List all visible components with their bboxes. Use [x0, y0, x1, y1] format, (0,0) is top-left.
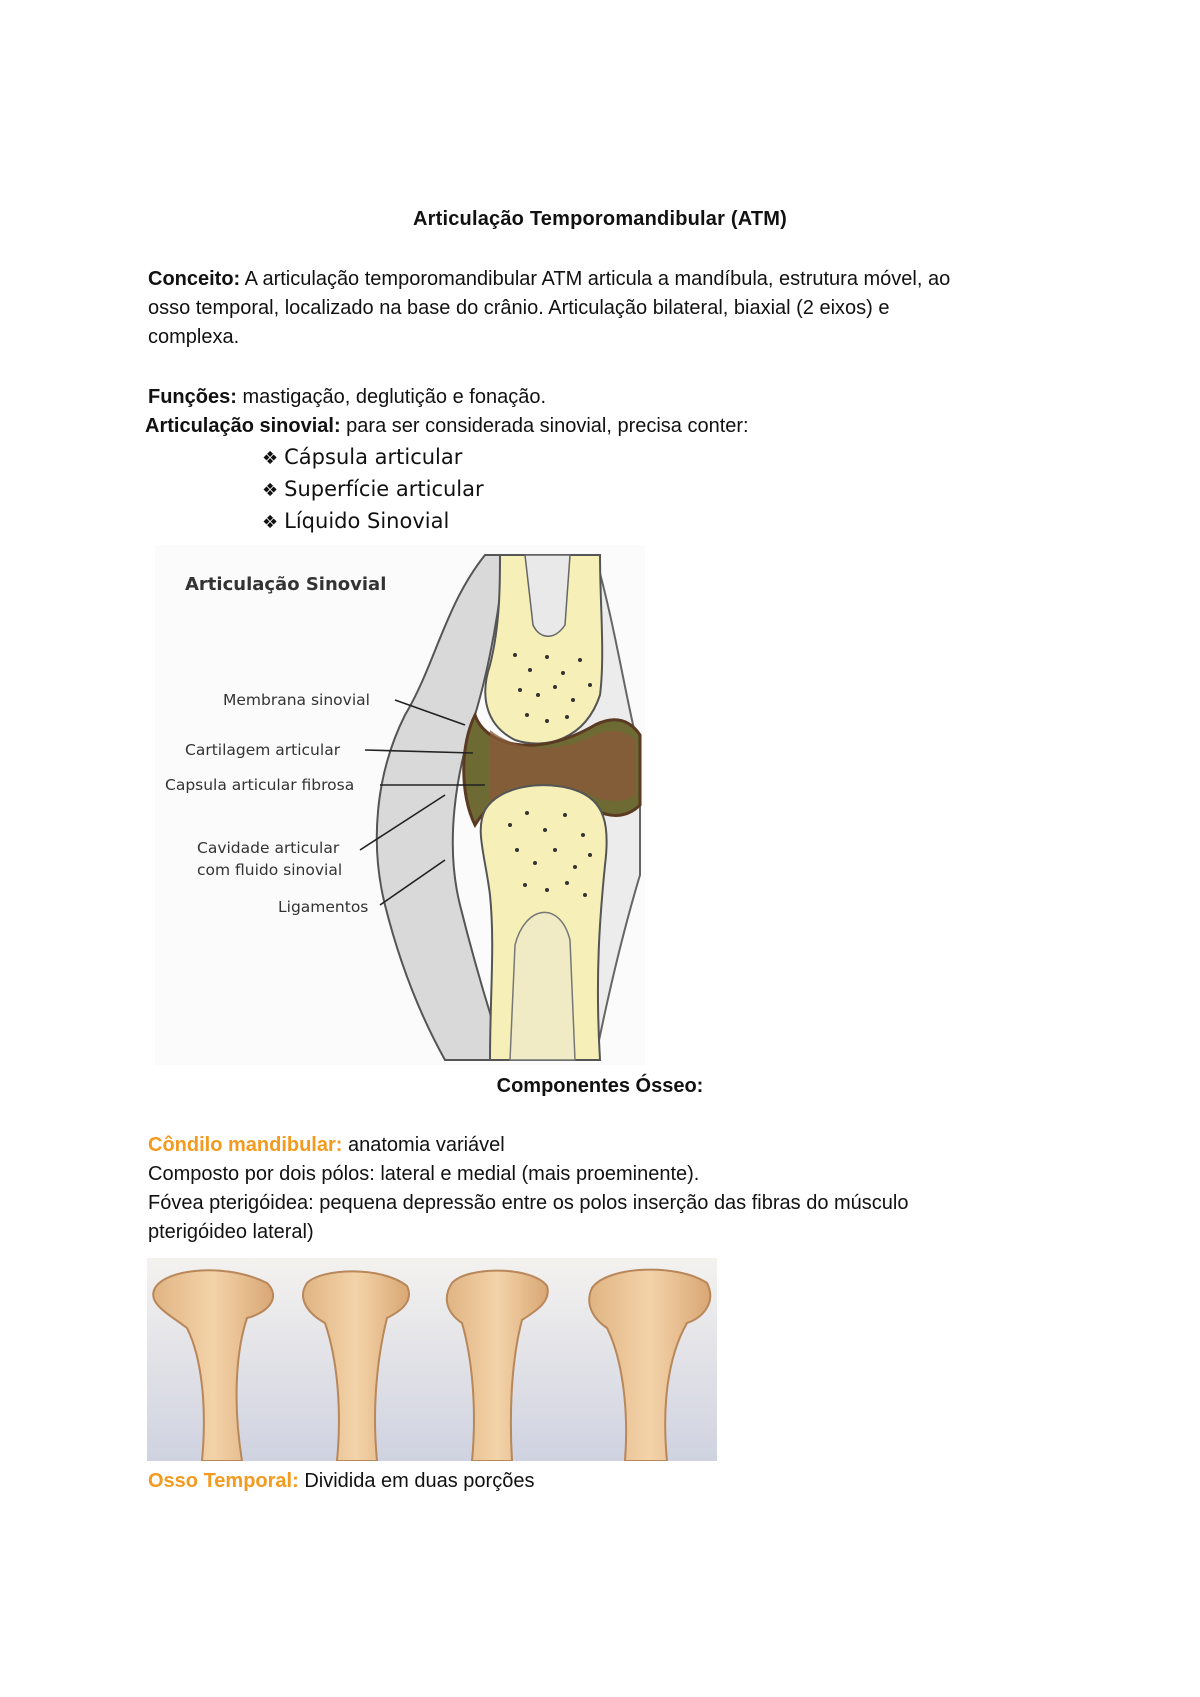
conceito-line-2: osso temporal, localizado na base do crânio. Articulação bilateral, biaxial (2 eixos) e — [148, 297, 890, 319]
label-capsula-articular: Capsula articular fibrosa — [165, 776, 355, 794]
conceito-line-3: complexa. — [148, 326, 240, 348]
figure-title: Articulação Sinovial — [185, 574, 387, 595]
funcoes-line — [148, 383, 1068, 412]
label-cartilagem-articular: Cartilagem articular — [185, 741, 341, 759]
condilo-paragraph — [148, 1131, 1068, 1247]
osso-temporal-line — [148, 1467, 1068, 1496]
conceito-label: Conceito: — [148, 268, 241, 290]
sinovial-bullet-list — [262, 442, 484, 538]
diamond-bullet-icon: ❖ — [262, 512, 279, 533]
condilo-text: anatomia variável — [342, 1134, 505, 1156]
funcoes-label: Funções: — [148, 386, 237, 408]
conceito-line-1: A articulação temporomandibular ATM articula a mandíbula, estrutura móvel, ao — [240, 268, 951, 290]
conceito-paragraph — [148, 265, 1068, 352]
synovial-joint-figure — [155, 545, 645, 1065]
bullet-item: ❖ Líquido Sinovial — [262, 509, 450, 533]
bullet-item: ❖ Superfície articular — [262, 477, 484, 501]
label-ligamentos: Ligamentos — [278, 898, 369, 916]
componentes-heading: Componentes Ósseo: — [496, 1075, 704, 1097]
bullet-item: ❖ Cápsula articular — [262, 445, 463, 469]
diamond-bullet-icon: ❖ — [262, 448, 279, 469]
condilo-line-3: Fóvea pterigóidea: pequena depressão entre os polos inserção das fibras do músculo — [148, 1192, 909, 1214]
condyles-figure — [147, 1258, 717, 1461]
condilo-line-2: Composto por dois pólos: lateral e medial (mais proeminente). — [148, 1163, 700, 1185]
label-cavidade-articular: Cavidade articular — [197, 839, 340, 857]
page-title: Articulação Temporomandibular (ATM) — [412, 208, 788, 230]
condilo-line-4: pterigóideo lateral) — [148, 1221, 314, 1243]
sinovial-line — [145, 412, 1065, 441]
funcoes-text: mastigação, deglutição e fonação. — [236, 386, 546, 408]
diamond-bullet-icon: ❖ — [262, 480, 279, 501]
marrow-cavity-lower — [510, 912, 575, 1060]
osso-temporal-text: Dividida em duas porções — [298, 1470, 535, 1492]
condilo-label: Côndilo mandibular: — [148, 1134, 343, 1156]
label-fluido-sinovial: com fluido sinovial — [197, 861, 343, 879]
sinovial-text: para ser considerada sinovial, precisa conter: — [340, 415, 749, 437]
label-membrana-sinovial: Membrana sinovial — [223, 691, 370, 709]
sinovial-label: Articulação sinovial: — [145, 415, 341, 437]
osso-temporal-label: Osso Temporal: — [148, 1470, 299, 1492]
